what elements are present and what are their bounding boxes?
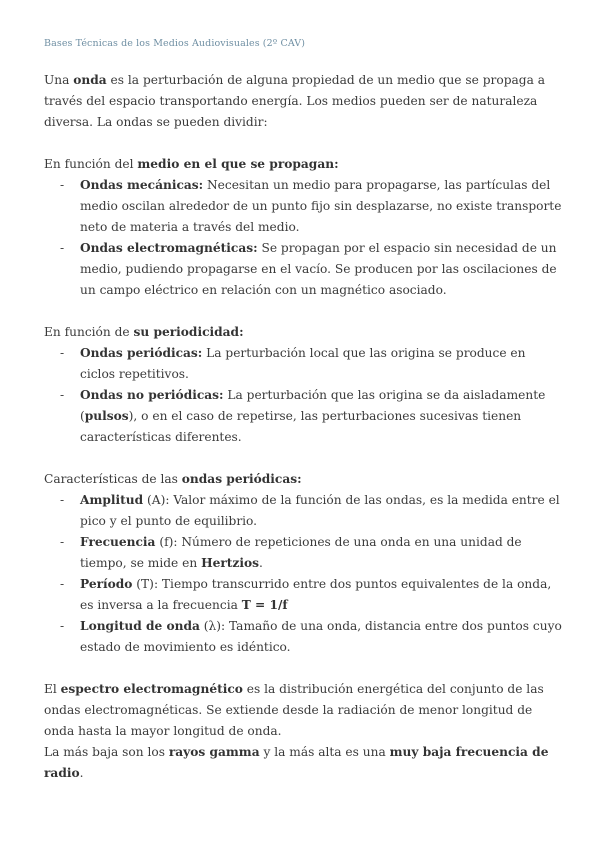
- item-text: : Valor máximo de la función de las ondas, es la medida entre el pico y el punto de equilibrio.: [80, 493, 560, 528]
- item-text: ), o en el caso de repetirse, las perturbaciones sucesivas tienen características diferentes.: [80, 409, 522, 444]
- item-text: : Número de repeticiones de una onda en una unidad de tiempo, se mide en: [80, 535, 522, 570]
- caracteristicas-list: [44, 490, 564, 658]
- list-dash: -: [60, 493, 65, 507]
- item-term: Período: [80, 577, 133, 591]
- item-term: Ondas periódicas:: [80, 346, 203, 360]
- list-item: [44, 343, 564, 385]
- item-text: La perturbación local que las origina se produce en ciclos repetitivos.: [80, 346, 526, 381]
- list-item: [44, 238, 564, 301]
- espectro-bold: espectro electromagnético: [60, 682, 243, 696]
- item-text: : Tamaño de una onda, distancia entre dos puntos cuyo estado de movimiento es idéntico.: [80, 619, 562, 654]
- periodicidad-heading-text: En función de: [44, 325, 134, 339]
- list-item: [44, 616, 564, 658]
- list-dash: -: [60, 577, 65, 591]
- list-item: [44, 574, 564, 616]
- espectro-text: es la distribución energética del conjunto de las ondas electromagnéticas. Se extiende desde la radiación de menor longitud de onda hasta la mayor longitud de onda.: [44, 682, 544, 738]
- espectro-range-paragraph: [44, 742, 564, 784]
- medio-heading-bold: medio en el que se propagan: [137, 157, 335, 171]
- item-term: Ondas mecánicas:: [80, 178, 204, 192]
- document-body: [44, 70, 564, 784]
- range-text: La más baja son los: [44, 745, 169, 759]
- item-term: Ondas electromagnéticas:: [80, 241, 258, 255]
- page-header: Bases Técnicas de los Medios Audiovisuales (2º CAV): [44, 38, 306, 49]
- periodicidad-heading-colon: :: [239, 325, 244, 339]
- list-dash: -: [60, 178, 65, 192]
- caracteristicas-heading-bold: ondas periódicas: [181, 472, 298, 486]
- list-dash: -: [60, 346, 65, 360]
- medio-heading-colon: :: [334, 157, 339, 171]
- intro-text-2: es la perturbación de alguna propiedad de un medio que se propaga a través del espacio transportando energía. Los medios pueden ser de naturaleza diversa. La ondas se pueden dividir:: [44, 73, 545, 129]
- period-formula: T = 1/f: [241, 598, 288, 612]
- caracteristicas-heading-text: Características de las: [44, 472, 182, 486]
- intro-text-1: Una: [44, 73, 74, 87]
- item-bold-pulsos: pulsos: [84, 409, 129, 423]
- item-symbol: (A): [143, 493, 166, 507]
- item-text: Necesitan un medio para propagarse, las partículas del medio oscilan alrededor de un punto fijo sin desplazarse, no existe transporte neto de materia a través del medio.: [80, 178, 562, 234]
- list-item: [44, 532, 564, 574]
- intro-bold-onda: onda: [73, 73, 107, 87]
- item-symbol: (λ): [199, 619, 222, 633]
- item-term: Ondas no periódicas:: [80, 388, 224, 402]
- range-text: .: [79, 766, 84, 780]
- item-term: Frecuencia: [80, 535, 156, 549]
- list-item: [44, 490, 564, 532]
- item-term: Amplitud: [80, 493, 144, 507]
- caracteristicas-heading: [44, 469, 564, 490]
- range-bold-gamma: rayos gamma: [168, 745, 260, 759]
- caracteristicas-heading-colon: :: [297, 472, 302, 486]
- list-item: [44, 385, 564, 448]
- espectro-paragraph: [44, 679, 564, 742]
- list-item: [44, 175, 564, 238]
- item-symbol: (T): [132, 577, 154, 591]
- list-dash: -: [60, 619, 65, 633]
- range-text: y la más alta es una: [259, 745, 390, 759]
- periodicidad-heading: [44, 322, 564, 343]
- list-dash: -: [60, 388, 65, 402]
- medio-heading: [44, 154, 564, 175]
- item-text: La perturbación que las origina se da aisladamente (: [80, 388, 546, 423]
- intro-paragraph: [44, 70, 564, 133]
- item-text: .: [258, 556, 263, 570]
- item-text: Se propagan por el espacio sin necesidad de un medio, pudiendo propagarse en el vacío. Se producen por las oscilaciones de un campo eléctrico en relación con un magnético asociado.: [80, 241, 557, 297]
- item-text: : Tiempo transcurrido entre dos puntos equivalentes de la onda, es inversa a la frecuencia: [80, 577, 552, 612]
- item-symbol: (f): [155, 535, 174, 549]
- periodicidad-list: [44, 343, 564, 448]
- list-dash: -: [60, 535, 65, 549]
- espectro-text: El: [44, 682, 61, 696]
- periodicidad-heading-bold: su periodicidad: [133, 325, 240, 339]
- list-dash: -: [60, 241, 65, 255]
- item-bold-hertzios: Hertzios: [201, 556, 259, 570]
- item-term: Longitud de onda: [80, 619, 200, 633]
- medio-heading-text: En función del: [44, 157, 138, 171]
- range-bold-radio: muy baja frecuencia de radio: [44, 745, 549, 780]
- medio-list: [44, 175, 564, 301]
